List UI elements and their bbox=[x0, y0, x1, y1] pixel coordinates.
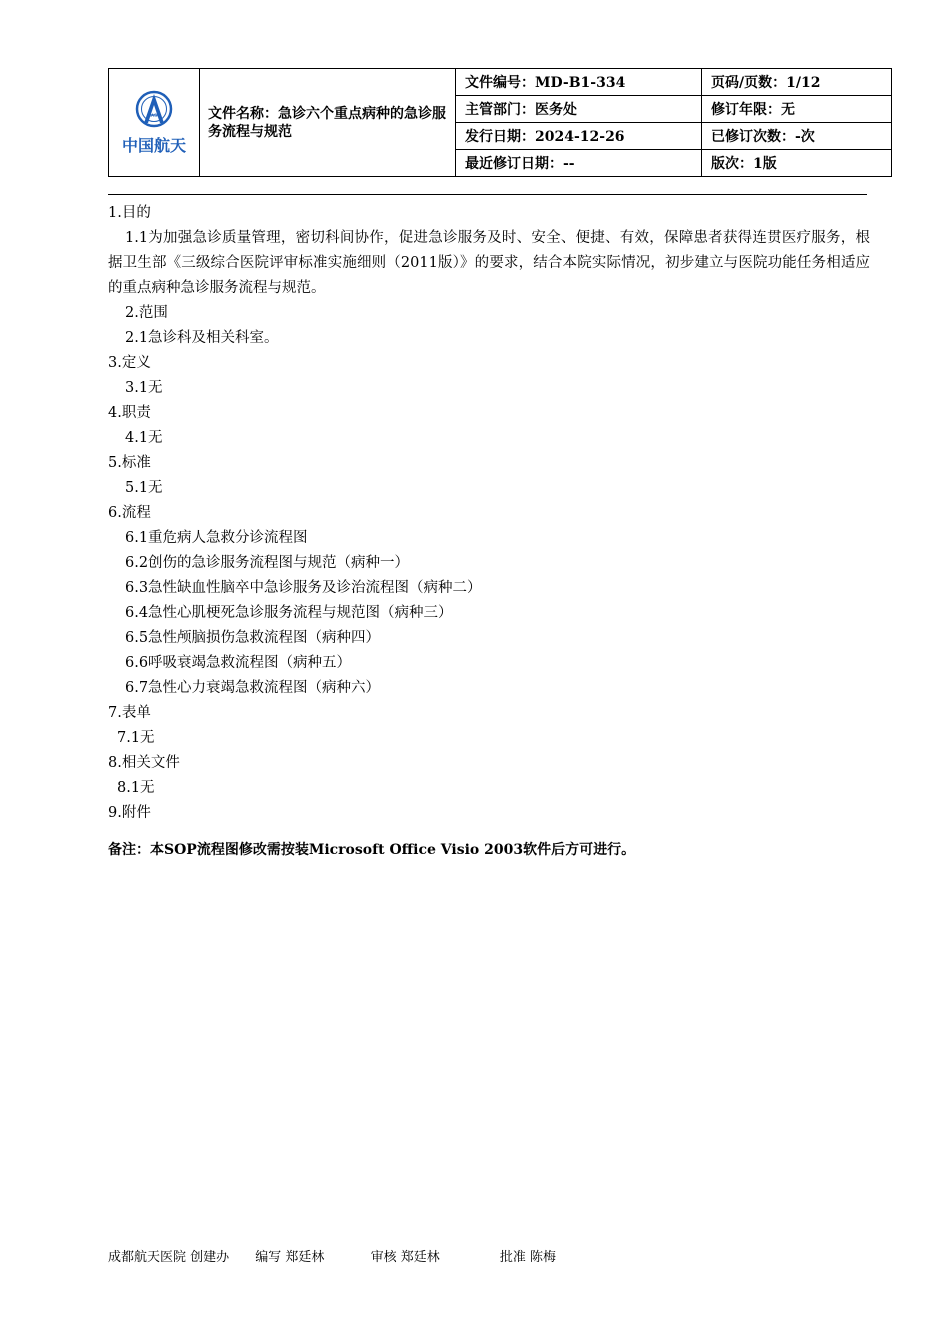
section-item: 6.5急性颅脑损伤急救流程图（病种四） bbox=[125, 630, 381, 646]
section-heading: 1.目的 bbox=[108, 205, 151, 221]
casc-logo bbox=[109, 69, 199, 176]
footer-reviewer: 审核 郑廷林 bbox=[370, 1250, 440, 1265]
footer-author: 编写 郑廷林 bbox=[255, 1250, 325, 1265]
section-item: 8.1无 bbox=[117, 780, 155, 796]
section-item: 7.1无 bbox=[117, 730, 155, 746]
section-item: 2.1急诊科及相关科室。 bbox=[125, 330, 279, 346]
section-heading: 5.标准 bbox=[108, 455, 151, 471]
section-paragraph: 1.1为加强急诊质量管理，密切科间协作，促进急诊服务及时、安全、便捷、有效，保障患者获得连贯医疗服务，根据卫生部《三级综合医院评审标准实施细则（2011版）》的要求，结合本院实际情况，初步建立与医院功能任务相适应的重点病种急诊服务流程与规范。 bbox=[108, 230, 870, 296]
section-heading: 3.定义 bbox=[108, 355, 151, 371]
section-item: 6.1重危病人急救分诊流程图 bbox=[125, 530, 308, 546]
revision-limit: 修订年限：无 bbox=[702, 96, 892, 123]
document-title: 文件名称：急诊六个重点病种的急诊服务流程与规范 bbox=[200, 69, 456, 177]
footer-org: 成都航天医院 创建办 bbox=[108, 1250, 230, 1265]
page-count: 页码/页数：1/12 bbox=[702, 69, 892, 96]
section-item: 4.1无 bbox=[125, 430, 163, 446]
document-body bbox=[108, 201, 870, 863]
logo-cell bbox=[109, 69, 200, 177]
revision-count: 已修订次数：-次 bbox=[702, 123, 892, 150]
section-item: 6.2创伤的急诊服务流程图与规范（病种一） bbox=[125, 555, 410, 571]
section-heading: 9.附件 bbox=[108, 805, 151, 821]
section-heading: 2.范围 bbox=[125, 305, 168, 321]
edition: 版次：1版 bbox=[702, 150, 892, 177]
logo-text: 中国航天 bbox=[121, 136, 186, 155]
section-heading: 8.相关文件 bbox=[108, 755, 180, 771]
last-revision-date: 最近修订日期：-- bbox=[456, 150, 702, 177]
svg-text:CASC: CASC bbox=[147, 114, 161, 119]
section-heading: 7.表单 bbox=[108, 705, 151, 721]
doc-number: 文件编号：MD-B1-334 bbox=[456, 69, 702, 96]
section-item: 6.7急性心力衰竭急救流程图（病种六） bbox=[125, 680, 381, 696]
section-item: 3.1无 bbox=[125, 380, 163, 396]
remark-note: 备注：本SOP流程图修改需按装Microsoft Office Visio 2003软件后方可进行。 bbox=[108, 842, 636, 858]
section-item: 6.4急性心肌梗死急诊服务流程与规范图（病种三） bbox=[125, 605, 453, 621]
footer-approver: 批准 陈梅 bbox=[499, 1250, 556, 1265]
casc-emblem-icon bbox=[134, 89, 174, 131]
section-heading: 4.职责 bbox=[108, 405, 151, 421]
section-item: 5.1无 bbox=[125, 480, 163, 496]
department: 主管部门：医务处 bbox=[456, 96, 702, 123]
section-item: 6.6呼吸衰竭急救流程图（病种五） bbox=[125, 655, 352, 671]
section-heading: 6.流程 bbox=[108, 505, 151, 521]
document-header-table bbox=[108, 68, 892, 177]
issue-date: 发行日期：2024-12-26 bbox=[456, 123, 702, 150]
section-item: 6.3急性缺血性脑卒中急诊服务及诊治流程图（病种二） bbox=[125, 580, 482, 596]
header-divider bbox=[108, 194, 867, 195]
signature-footer bbox=[108, 1246, 556, 1265]
